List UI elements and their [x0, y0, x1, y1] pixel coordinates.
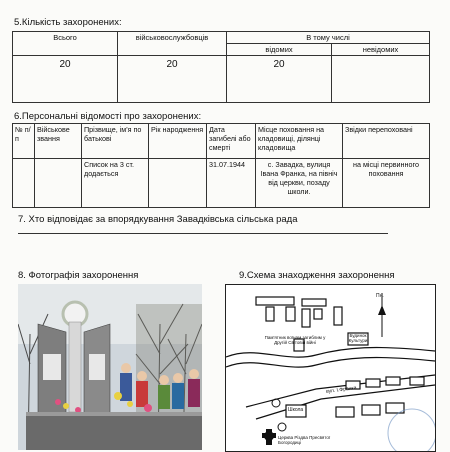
value-known: 20 — [227, 56, 332, 103]
header-unknown: невідомих — [332, 44, 430, 56]
personal-info-table — [12, 123, 430, 208]
monument-label: Пам'ятник воїнам загиблим у Другій Світовій війні — [264, 335, 326, 345]
value-military: 20 — [118, 56, 227, 103]
col-rank: Військове звання — [35, 124, 82, 159]
row-birth — [149, 159, 207, 208]
school-label: Школа — [288, 407, 304, 413]
street-label: вул. І.Франка — [325, 385, 357, 395]
row-from: на місці первинного поховання — [343, 159, 430, 208]
section8-title: 8. Фотографія захоронення — [18, 270, 139, 281]
header-including: В тому числі — [227, 32, 430, 44]
value-unknown — [332, 56, 430, 103]
scheme-drawing — [226, 285, 435, 451]
row-death: 31.07.1944 — [207, 159, 256, 208]
col-num: № п/п — [13, 124, 35, 159]
culture-label: Будинок Культури — [348, 333, 368, 343]
north-label: Пн. — [376, 293, 384, 299]
col-from: Звідки перепоховані — [343, 124, 430, 159]
col-place: Місце поховання на кладовищі, ділянці кладовища — [256, 124, 343, 159]
header-military: військовослужбовців — [118, 32, 227, 56]
col-birth: Рік народження — [149, 124, 207, 159]
church-label: Церква Різдва Пресвятої Богородиці — [278, 435, 331, 445]
memorial-photo-image — [18, 284, 202, 450]
row-num — [13, 159, 35, 208]
header-total: Всього — [13, 32, 118, 56]
col-death: Дата загибелі або смерті — [207, 124, 256, 159]
location-scheme — [225, 284, 436, 452]
section5-title: 5.Кількість захоронених: — [14, 17, 122, 28]
value-total: 20 — [13, 56, 118, 103]
header-known: відомих — [227, 44, 332, 56]
row-place: с. Завадка, вулиця Івана Франка, на північ від церкви, позаду школи. — [256, 159, 343, 208]
burial-photo — [18, 284, 202, 450]
col-name: Прізвище, ім'я по батькові — [82, 124, 149, 159]
section9-title: 9.Схема знаходження захоронення — [239, 270, 395, 281]
section7-underline — [18, 233, 388, 234]
section6-title: 6.Персональні відомості про захоронених: — [14, 111, 202, 122]
row-name: Список на 3 ст. додається — [82, 159, 149, 208]
burial-count-table — [12, 31, 430, 103]
section7-text: 7. Хто відповідає за впорядкування Завадківська сільська рада — [18, 214, 298, 225]
row-rank — [35, 159, 82, 208]
